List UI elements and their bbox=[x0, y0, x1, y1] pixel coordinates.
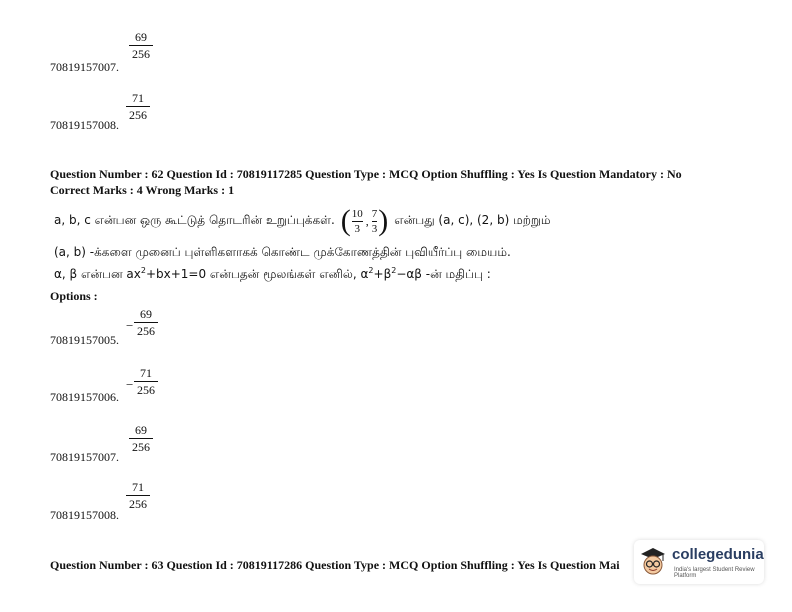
centroid-coordinates bbox=[341, 206, 389, 236]
denominator: 256 bbox=[137, 324, 155, 338]
logo-brand: collegedunia bbox=[672, 546, 764, 563]
numerator: 10 bbox=[351, 207, 363, 220]
minus-sign: − bbox=[126, 318, 134, 333]
option-id: 70819157005. bbox=[50, 333, 119, 347]
question-line-2: (a, b) -க்களை முனைப் புள்ளிகளாகக் கொண்ட முக்கோணத்தின் புவியீர்ப்பு மையம். bbox=[54, 245, 511, 259]
collegedunia-logo bbox=[634, 540, 764, 584]
superscript: 2 bbox=[368, 266, 374, 275]
numerator: 71 bbox=[132, 480, 144, 494]
question-text-part: α, β என்பன ax bbox=[54, 267, 141, 281]
fraction-option-8-top bbox=[126, 91, 150, 122]
option-id: 70819157008. bbox=[50, 508, 119, 522]
question-header: Question Number : 62 Question Id : 70819117285 Question Type : MCQ Option Shuffling : Yes Is Question Mandatory : No bbox=[50, 167, 682, 181]
question-header: Question Number : 63 Question Id : 70819117286 Question Type : MCQ Option Shuffling : Yes Is Question Mai bbox=[50, 558, 620, 572]
fraction-bar bbox=[126, 106, 150, 107]
question-text-part: −αβ -ன் மதிப்பு : bbox=[396, 267, 491, 281]
options-label: Options : bbox=[50, 289, 98, 303]
option-id: 70819157008. bbox=[50, 118, 119, 132]
fraction-option-6 bbox=[134, 366, 158, 397]
marks-line: Correct Marks : 4 Wrong Marks : 1 bbox=[50, 183, 235, 197]
denominator: 256 bbox=[132, 47, 150, 61]
fraction-option-7-top bbox=[129, 30, 153, 61]
numerator: 69 bbox=[135, 30, 147, 44]
question-line-3 bbox=[54, 266, 491, 283]
question-text-part: a, b, c என்பன ஒரு கூட்டுத் தொடரின் உறுப்புக்கள். bbox=[54, 213, 335, 227]
fraction-bar bbox=[126, 495, 150, 496]
superscript: 2 bbox=[391, 266, 397, 275]
denominator: 3 bbox=[354, 222, 361, 235]
option-id: 70819157007. bbox=[50, 450, 119, 464]
denominator: 256 bbox=[129, 497, 147, 511]
logo-tagline: India's largest Student Review Platform bbox=[674, 567, 755, 579]
denominator: 256 bbox=[137, 383, 155, 397]
fraction-bar bbox=[134, 322, 158, 323]
fraction-bar bbox=[134, 381, 158, 382]
question-text-part: +bx+1=0 என்பதன் மூலங்கள் எனில், α bbox=[145, 267, 369, 281]
comma: , bbox=[365, 213, 369, 228]
fraction-bar bbox=[129, 45, 153, 46]
numerator: 71 bbox=[132, 91, 144, 105]
question-text-part: என்பது (a, c), (2, b) மற்றும் bbox=[394, 213, 551, 227]
question-line-1 bbox=[54, 204, 551, 238]
fraction-bar bbox=[129, 438, 153, 439]
fraction-option-8 bbox=[126, 480, 150, 511]
numerator: 69 bbox=[140, 307, 152, 321]
option-id: 70819157007. bbox=[50, 60, 119, 74]
mascot-icon bbox=[638, 546, 668, 578]
denominator: 256 bbox=[132, 440, 150, 454]
fraction-x bbox=[352, 208, 363, 235]
fraction-bar bbox=[352, 221, 363, 222]
denominator: 256 bbox=[129, 108, 147, 122]
fraction-option-7 bbox=[129, 423, 153, 454]
numerator: 7 bbox=[371, 207, 378, 220]
numerator: 71 bbox=[140, 366, 152, 380]
fraction-y bbox=[372, 208, 378, 235]
numerator: 69 bbox=[135, 423, 147, 437]
right-paren: ) bbox=[378, 204, 389, 237]
superscript: 2 bbox=[140, 266, 146, 275]
minus-sign: − bbox=[126, 377, 134, 392]
question-text-part: +β bbox=[373, 267, 392, 281]
option-id: 70819157006. bbox=[50, 390, 119, 404]
left-paren: ( bbox=[340, 204, 351, 237]
fraction-bar bbox=[372, 221, 378, 222]
denominator: 3 bbox=[371, 222, 378, 235]
fraction-option-5 bbox=[134, 307, 158, 338]
